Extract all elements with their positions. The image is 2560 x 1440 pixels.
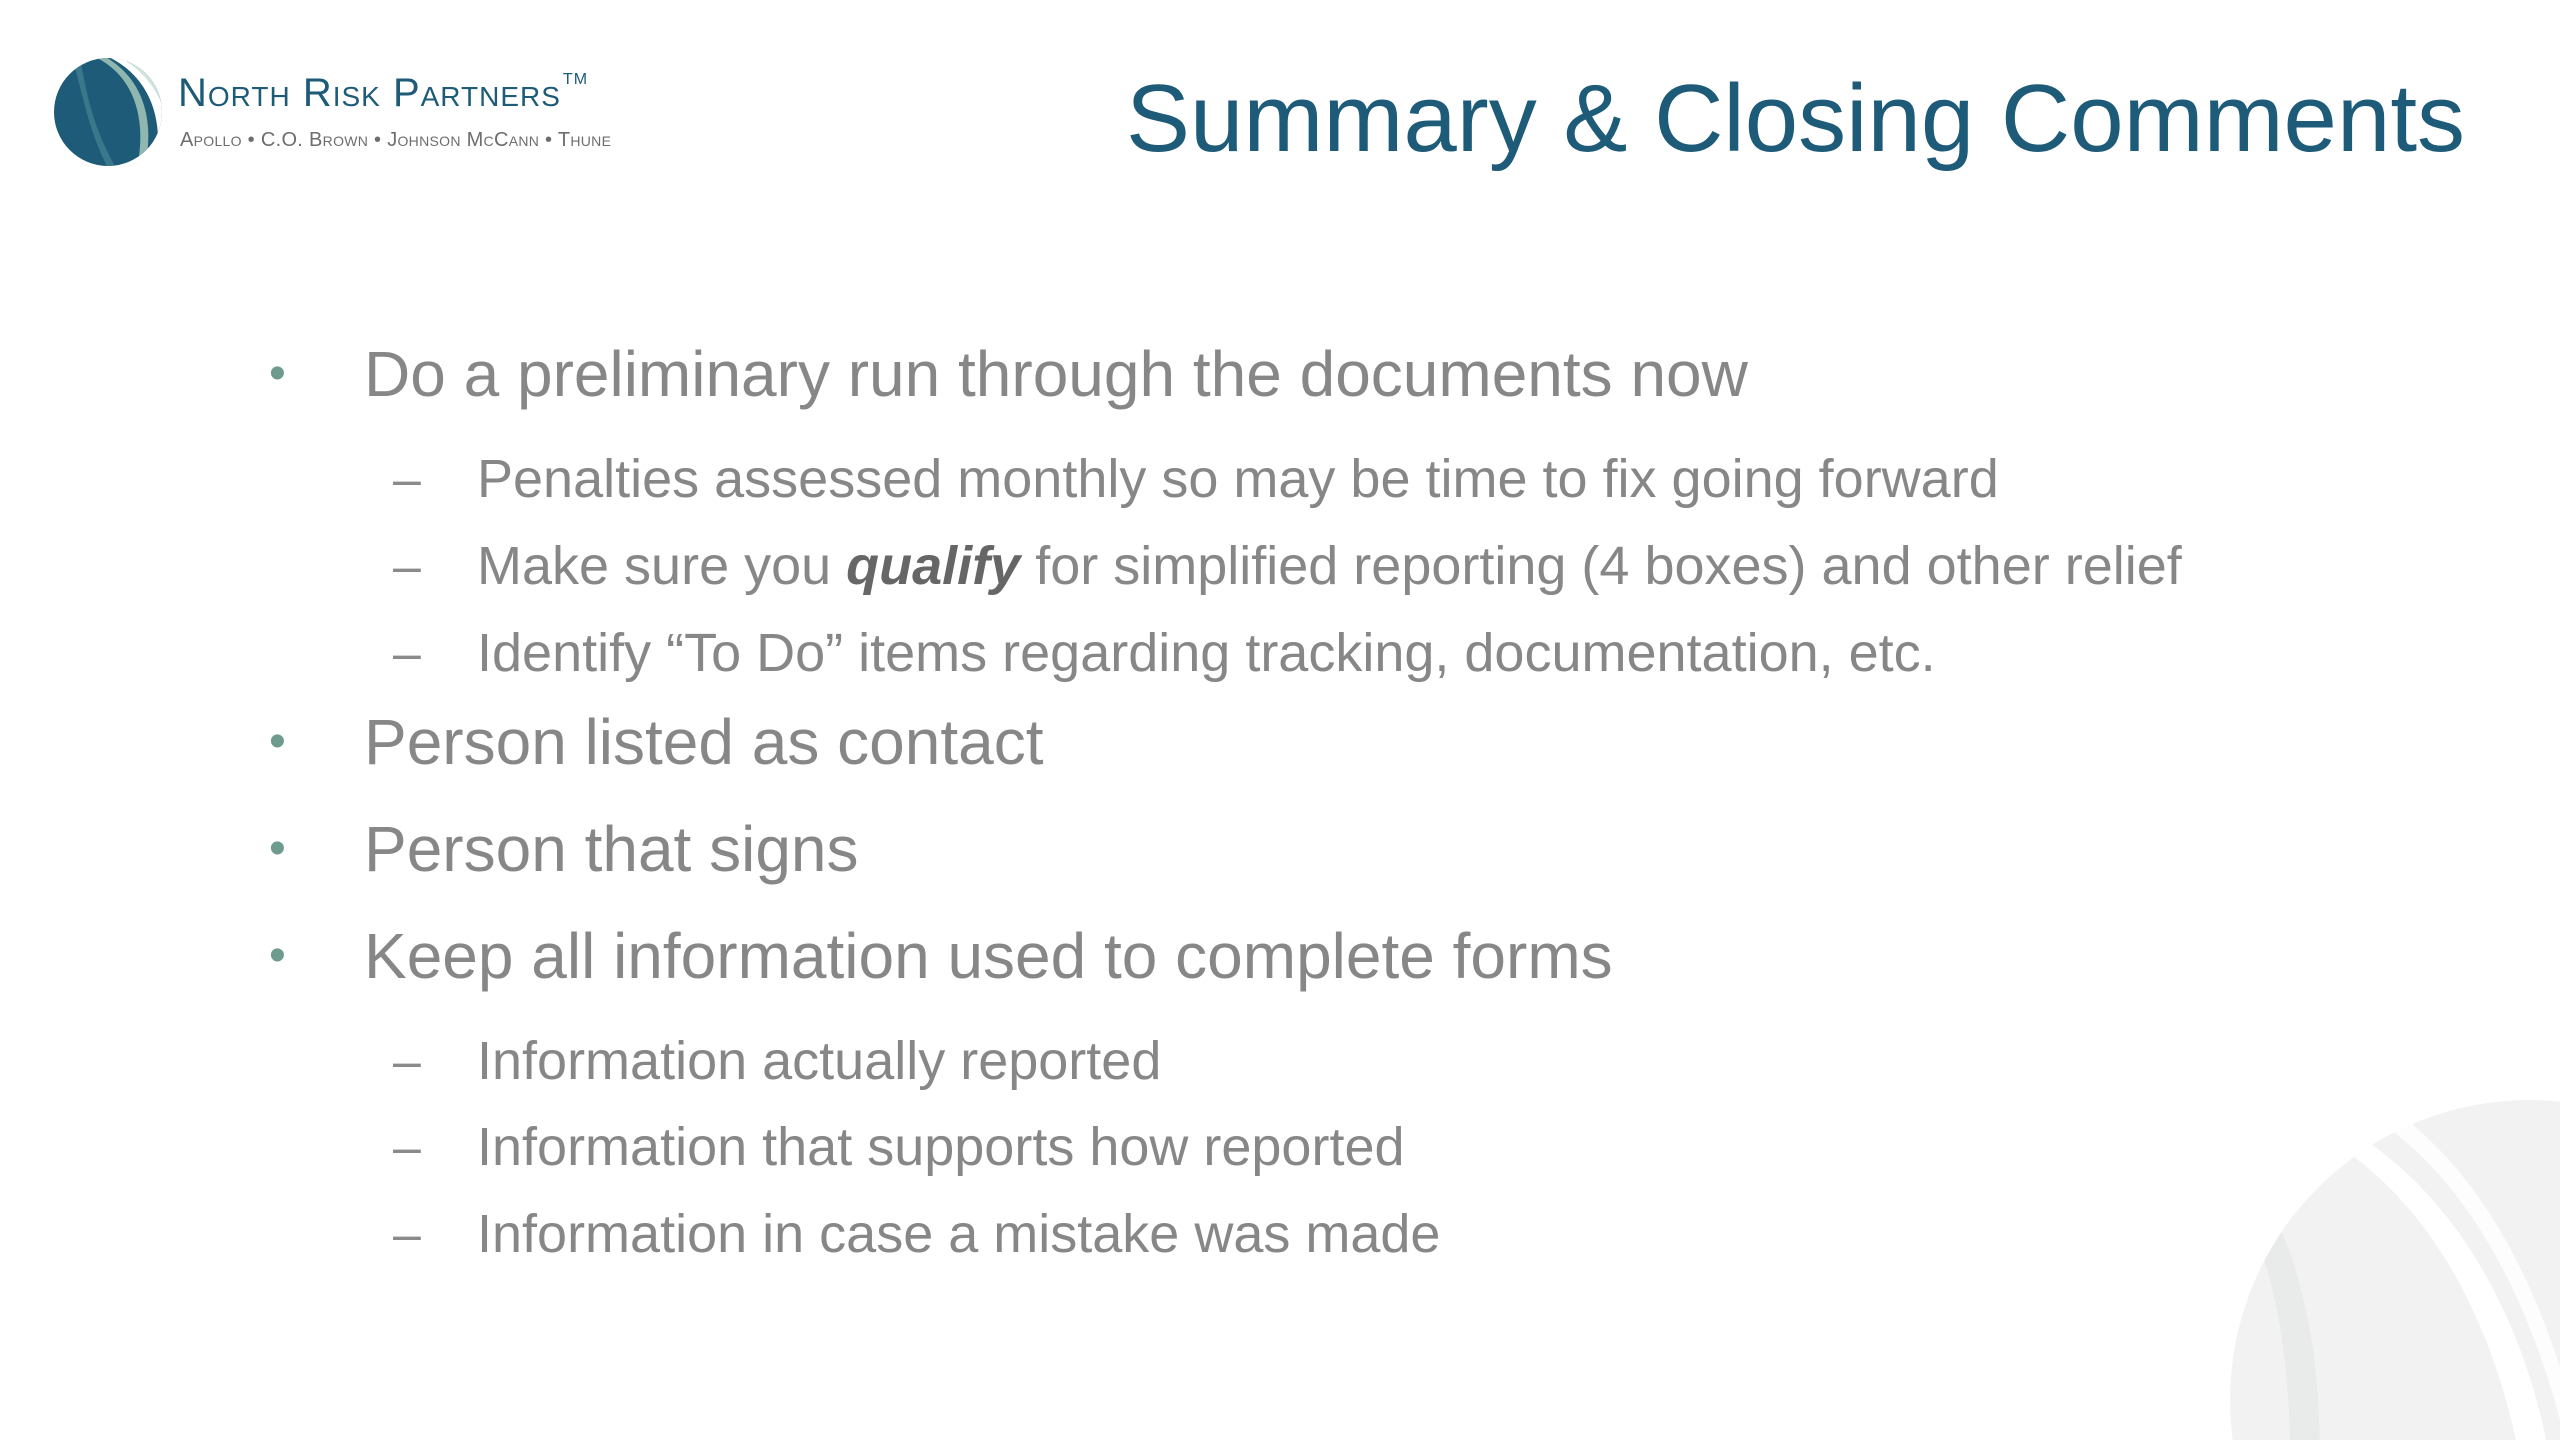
sub-bullet-item	[393, 1117, 1405, 1177]
sub-bullet-item	[393, 1204, 1441, 1264]
bullet-text: Keep all information used to complete forms	[364, 920, 1613, 992]
logo-company-name: North Risk Partners ™	[178, 71, 589, 115]
dash-marker: –	[393, 1033, 421, 1089]
bullet-item	[269, 920, 1613, 992]
dash-marker: –	[393, 1206, 421, 1262]
sub-bullet-text	[477, 536, 2182, 596]
sub-bullet-item	[393, 536, 2182, 596]
sub-bullet-item	[393, 1031, 1162, 1091]
sub-bullet-text: Penalties assessed monthly so may be time to fix going forward	[477, 449, 1999, 509]
sub-bullet-text: Information actually reported	[477, 1031, 1162, 1091]
sub-bullet-text: Identify “To Do” items regarding tracking, documentation, etc.	[477, 623, 1936, 683]
bullet-text: Do a preliminary run through the documents now	[364, 338, 1748, 410]
sub-bullet-item	[393, 623, 1936, 683]
bullet-marker: •	[269, 347, 286, 400]
bullet-item	[269, 813, 859, 885]
dash-marker: –	[393, 538, 421, 594]
bullet-text: Person that signs	[364, 813, 859, 885]
bullet-marker: •	[269, 929, 286, 982]
dash-marker: –	[393, 451, 421, 507]
sub-bullet-text: Information in case a mistake was made	[477, 1204, 1441, 1264]
emphasized-word: qualify	[846, 536, 1021, 596]
bullet-item	[269, 706, 1044, 778]
bullet-marker: •	[269, 822, 286, 875]
slide-title: Summary & Closing Comments	[1125, 65, 2465, 172]
bullet-item	[269, 338, 1748, 410]
sub-bullet-text-start: Make sure you	[477, 536, 847, 596]
sub-bullet-text-end: for simplified reporting (4 boxes) and other relief	[1020, 536, 2182, 596]
logo-trademark: TM	[562, 71, 589, 88]
dash-marker: –	[393, 625, 421, 681]
sub-bullet-item	[393, 449, 1999, 509]
bullet-marker: •	[269, 715, 286, 768]
decorative-globe-watermark	[2230, 1100, 2560, 1440]
logo-member-firms: Apollo • C.O. Brown • Johnson McCann • Thune	[180, 129, 612, 151]
dash-marker: –	[393, 1119, 421, 1175]
sub-bullet-text: Information that supports how reported	[477, 1117, 1405, 1177]
bullet-text: Person listed as contact	[364, 706, 1044, 778]
